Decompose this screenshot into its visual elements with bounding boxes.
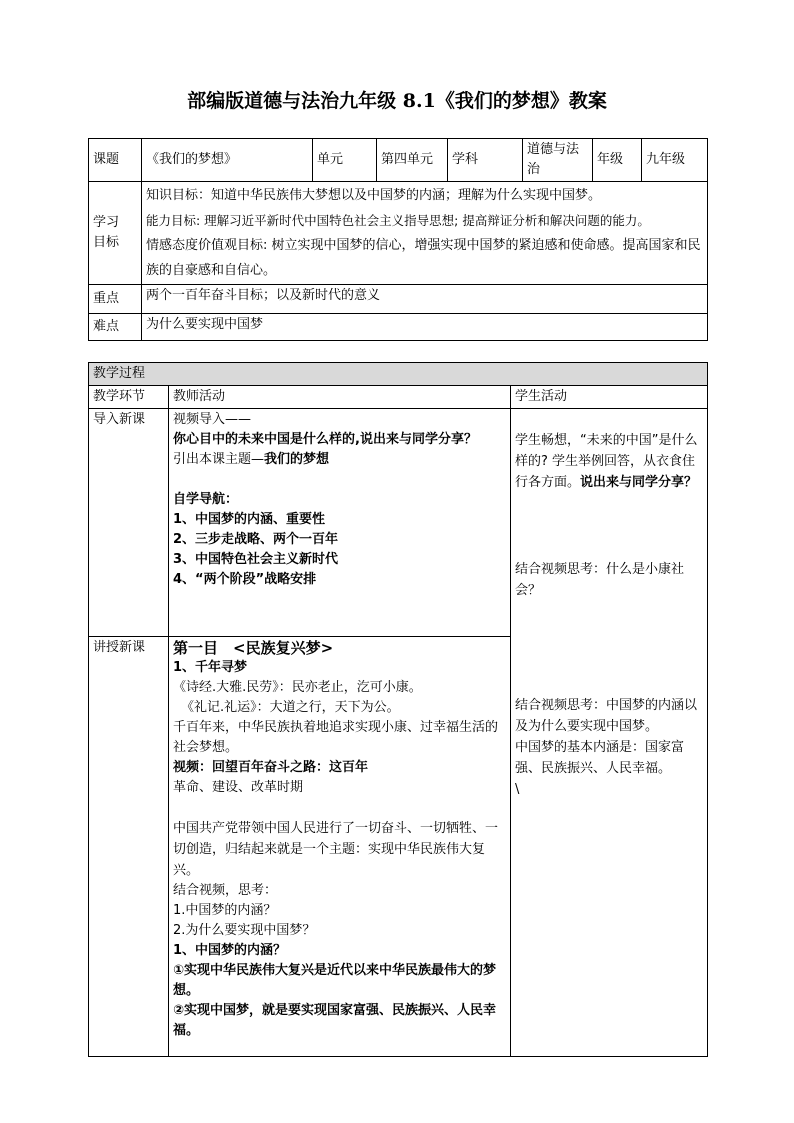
- unit-label: 单元: [313, 139, 377, 182]
- lesson-info-table: [88, 138, 708, 341]
- goals-label-line1: 学习: [93, 215, 120, 230]
- question-2: 2.为什么要实现中国梦？: [173, 923, 316, 938]
- guide-item: 2、三步走战略、两个一百年: [173, 532, 339, 547]
- guide-item: 3、中国特色社会主义新时代: [173, 552, 339, 567]
- poem-2: 《礼记.礼运》：大道之行，天下为公。: [181, 700, 400, 715]
- goals-content: [142, 182, 708, 285]
- lecture-heading: 第一目 <民族复兴梦>: [173, 639, 334, 657]
- grade-label: 年级: [593, 139, 642, 182]
- difficulty-value: 为什么要实现中国梦: [142, 314, 708, 341]
- key-value: 两个一百年奋斗目标；以及新时代的意义: [142, 285, 708, 314]
- question-1: 1.中国梦的内涵？: [173, 903, 277, 918]
- teaching-process-table: [88, 362, 708, 1057]
- intro-topic-prefix: 引出本课主题—: [173, 452, 265, 467]
- intro-stage: 导入新课: [89, 409, 169, 637]
- course-value: 《我们的梦想》: [142, 139, 313, 182]
- col-student-header: 学生活动: [511, 386, 708, 409]
- difficulty-label: 难点: [89, 314, 142, 341]
- goal-emotion: 情感态度价值观目标: 树立实现中国梦的信心，增强实现中国梦的紧迫感和使命感。提高国家和民族的自豪感和自信心。: [146, 238, 701, 278]
- student-activity: [511, 409, 708, 1057]
- poem-1: 《诗经.大雅.民劳》：民亦老止，汔可小康。: [173, 680, 422, 695]
- student-response-1: 学生畅想，“未来的中国”是什么样的? 学生举例回答，从衣食住行各方面。说出来与同学分享？: [515, 433, 698, 490]
- intro-teacher-activity: [169, 409, 511, 637]
- lecture-sub1: 1、千年寻梦: [173, 660, 248, 675]
- col-stage-header: 教学环节: [89, 386, 169, 409]
- para-2: 中国共产党带领中国人民进行了一切奋斗、一切牺牲、一切创造，归结起来就是一个主题：实现中华民族伟大复兴。: [173, 821, 499, 878]
- subject-value: 道德与法治: [523, 139, 593, 182]
- student-response-2: 结合视频思考：什么是小康社会？: [515, 562, 685, 598]
- subject-label: 学科: [448, 139, 523, 182]
- col-teacher-header: 教师活动: [169, 386, 511, 409]
- intro-topic: 我们的梦想: [264, 452, 330, 467]
- goals-label: [89, 182, 142, 285]
- student-response-3: 结合视频思考：中国梦的内涵以及为什么要实现中国梦。: [515, 698, 698, 734]
- lecture-teacher-activity: [169, 637, 511, 1057]
- student-share: 说出来与同学分享？: [580, 475, 698, 490]
- process-header: 教学过程: [89, 363, 708, 386]
- goal-knowledge: 知识目标：知道中华民族伟大梦想以及中国梦的内涵；理解为什么实现中国梦。: [146, 188, 602, 203]
- lecture-stage: 讲授新课: [89, 637, 169, 1057]
- think-prompt: 结合视频，思考：: [173, 883, 278, 898]
- document-title: 部编版道德与法治九年级 8.1《我们的梦想》教案: [187, 90, 607, 112]
- guide-item: 4、“两个阶段”战略安排: [173, 572, 317, 587]
- goal-ability: 能力目标: 理解习近平新时代中国特色社会主义指导思想; 提高辩证分析和解决问题的能力。: [146, 213, 650, 228]
- intro-topic-line: [173, 450, 506, 470]
- video-title: 视频：回望百年奋斗之路：这百年: [173, 760, 369, 775]
- guide-title: 自学导航：: [173, 492, 239, 507]
- answer-2: ②实现中国梦，就是要实现国家富强、民族振兴、人民幸福。: [173, 1003, 497, 1038]
- goals-label-line2: 目标: [93, 235, 120, 250]
- answer-1: ①实现中华民族伟大复兴是近代以来中华民族最伟大的梦想。: [173, 963, 497, 998]
- course-label: 课题: [89, 139, 142, 182]
- para-1: 千百年来，中华民族执着地追求实现小康、过幸福生活的社会梦想。: [173, 720, 499, 755]
- unit-value: 第四单元: [377, 139, 448, 182]
- grade-value: 九年级: [642, 139, 708, 182]
- key-label: 重点: [89, 285, 142, 314]
- video-desc: 革命、建设、改革时期: [173, 780, 304, 795]
- student-response-4: 中国梦的基本内涵是：国家富强、民族振兴、人民幸福。: [515, 740, 685, 776]
- intro-video: 视频导入——: [173, 412, 252, 427]
- intro-question: 你心目中的未来中国是什么样的,说出来与同学分享？: [173, 432, 477, 447]
- student-response-5: \: [515, 782, 520, 797]
- answer-title: 1、中国梦的内涵？: [173, 943, 287, 958]
- guide-item: 1、中国梦的内涵、重要性: [173, 512, 326, 527]
